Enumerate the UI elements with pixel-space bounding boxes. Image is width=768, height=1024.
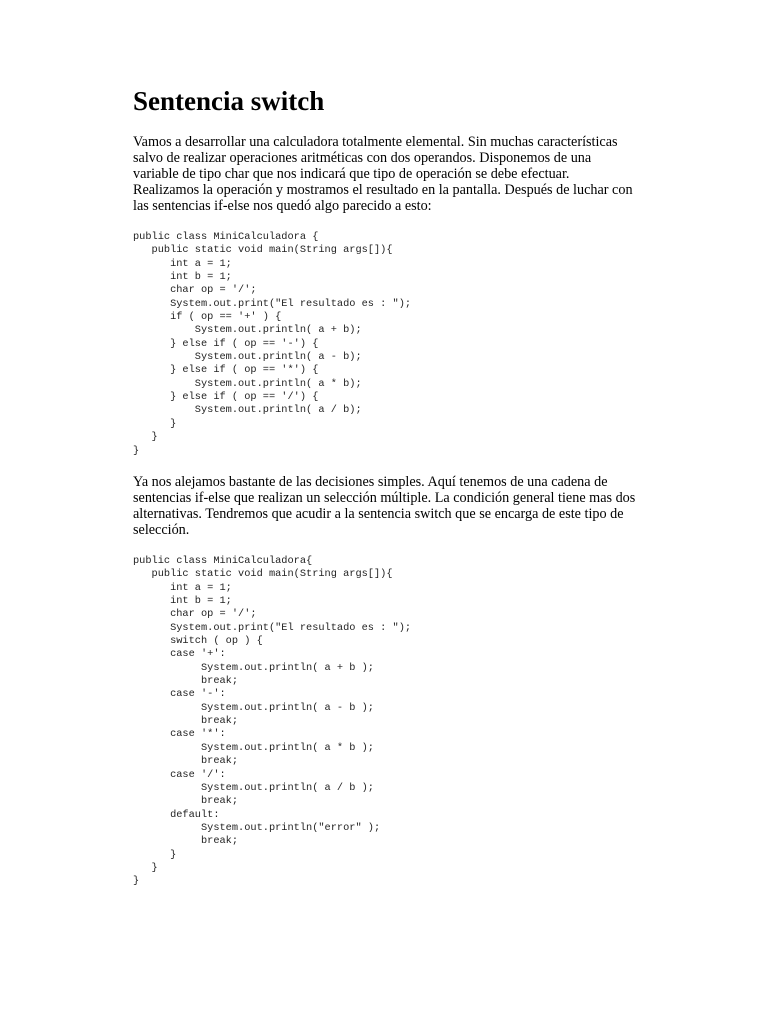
code-block-switch [133, 555, 411, 889]
paragraph-line: salvo de realizar operaciones aritméticas con dos operandos. Disponemos de una [133, 150, 592, 166]
page-title: Sentencia switch [133, 86, 325, 116]
code-block-if-else [133, 231, 411, 458]
code-line: int a = 1; [133, 257, 232, 270]
code-line: System.out.println( a * b); [133, 377, 362, 390]
paragraph-line: Realizamos la operación y mostramos el resultado en la pantalla. Después de luchar con [133, 182, 633, 198]
paragraph-line: selección. [133, 522, 190, 538]
code-line: public static void main(String args[]){ [133, 244, 393, 257]
code-line: break; [133, 755, 239, 768]
paragraph-line: Ya nos alejamos bastante de las decisiones simples. Aquí tenemos de una cadena de [133, 474, 608, 490]
code-line: System.out.println( a / b ); [133, 781, 374, 794]
paragraph-line: sentencias if-else que realizan un selección múltiple. La condición general tiene mas dos [133, 490, 636, 506]
paragraph-line: Vamos a desarrollar una calculadora totalmente elemental. Sin muchas características [133, 134, 618, 150]
code-line: case '*': [133, 728, 226, 741]
code-line: public static void main(String args[]){ [133, 568, 393, 581]
code-line: System.out.println( a * b ); [133, 741, 374, 754]
code-line: System.out.println( a - b); [133, 351, 362, 364]
code-line: System.out.println( a + b ); [133, 661, 374, 674]
code-line: char op = '/'; [133, 608, 257, 621]
code-line: case '+': [133, 648, 226, 661]
code-line: switch ( op ) { [133, 635, 263, 648]
switch-paragraph [133, 474, 635, 538]
code-line: System.out.println("error" ); [133, 821, 381, 834]
code-line: } [133, 861, 158, 874]
code-line: case '/': [133, 768, 226, 781]
code-line: int b = 1; [133, 595, 232, 608]
code-line: break; [133, 835, 239, 848]
code-line: System.out.print("El resultado es : "); [133, 621, 412, 634]
code-line: if ( op == '+' ) { [133, 311, 282, 324]
code-line: break; [133, 675, 239, 688]
code-line: } [133, 431, 158, 444]
code-line: } [133, 848, 177, 861]
code-line: System.out.println( a / b); [133, 404, 362, 417]
code-line: public class MiniCalculadora { [133, 231, 319, 243]
code-line: System.out.println( a - b ); [133, 701, 374, 714]
code-line: default: [133, 808, 220, 821]
code-line: System.out.print("El resultado es : "); [133, 297, 412, 310]
code-line: System.out.println( a + b); [133, 324, 362, 337]
code-line: case '-': [133, 688, 226, 701]
intro-paragraph [133, 134, 633, 214]
code-line: int a = 1; [133, 581, 232, 594]
code-line: } [133, 444, 140, 457]
code-line: } else if ( op == '*') { [133, 364, 319, 377]
paragraph-line: alternativas. Tendremos que acudir a la sentencia switch que se encarga de este tipo de [133, 506, 624, 522]
code-line: } [133, 417, 177, 430]
code-line: break; [133, 795, 239, 808]
code-line: } [133, 875, 140, 888]
code-line: public class MiniCalculadora{ [133, 555, 313, 567]
paragraph-line: variable de tipo char que nos indicará que tipo de operación se debe efectuar. [133, 166, 570, 182]
code-line: char op = '/'; [133, 284, 257, 297]
code-line: int b = 1; [133, 271, 232, 284]
paragraph-line: las sentencias if-else nos quedó algo parecido a esto: [133, 198, 432, 214]
code-line: break; [133, 715, 239, 728]
code-line: } else if ( op == '-') { [133, 337, 319, 350]
code-line: } else if ( op == '/') { [133, 391, 319, 404]
